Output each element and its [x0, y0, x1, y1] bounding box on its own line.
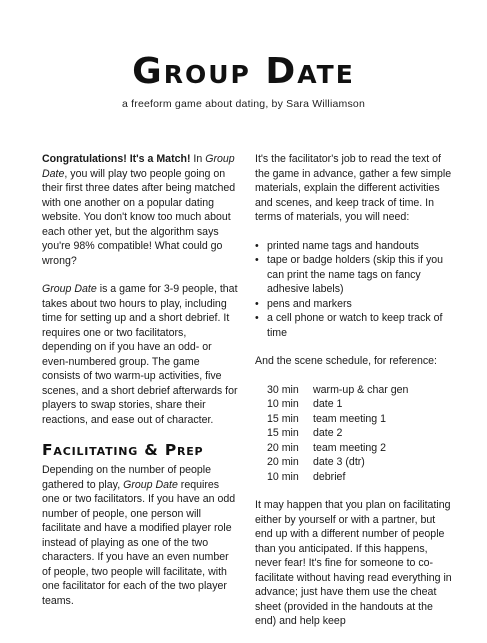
materials-list: [255, 239, 455, 341]
table-row: [267, 455, 408, 470]
schedule-item: team meeting 2: [313, 441, 387, 454]
cofacilitation-paragraph: It may happen that you plan on facilitating either by yourself or with a partner, but end up with a different number of people than you anticipated. If this happens, never fear! It's fine for someone to co-facilitate without having read everything in advance; just have them use the cheat sheet (provided in the handouts at the end) and help keep: [255, 499, 452, 627]
facilitating-text-2: requires one or two facilitators. If you have an odd number of people, one person will facilitate and have a modified player role instead of playing as one of the two characters. If you have an even number of people, two people will facilitate, with one facilitator for each of the two player teams.: [42, 478, 236, 607]
table-row: [267, 412, 408, 427]
list-item: • pens and markers: [267, 297, 455, 312]
intro-lead: Congratulations! It's a Match!: [42, 153, 191, 165]
schedule-time: 20 min: [267, 441, 299, 454]
table-row: [267, 470, 408, 485]
schedule-time: 10 min: [267, 398, 299, 410]
list-item: • tape or badge holders (skip this if you can print the name tags on fancy adhesive labels): [267, 253, 455, 297]
overview-paragraph: [42, 282, 238, 427]
table-row: [267, 426, 408, 441]
schedule-time: 30 min: [267, 383, 299, 396]
overview-text: is a game for 3-9 people, that takes about two hours to play, including time for setting up and a short debrief. It requires one or two facilitators, depending on if you have an odd- or even-numbered group. The game consists of two warm-up activities, five scenes, and a short debrief afterwards for players to swap stories, share their reactions, and ease out of character.: [42, 283, 238, 426]
schedule-item: team meeting 1: [313, 412, 387, 425]
page-subtitle: a freeform game about dating, by Sara Williamson: [121, 98, 366, 110]
schedule-item: debrief: [313, 470, 346, 483]
schedule-time: 15 min: [267, 412, 299, 425]
page-title: Group Date: [132, 51, 355, 92]
intro-text-2: , you will play two people going on their first three dates after being matched with one another on a popular dating website. You don't know too much about each other yet, but the algorithm says you're 98% compatible! What could go wrong?: [42, 167, 236, 267]
overview-game-title: Group Date: [42, 283, 97, 295]
right-column: [255, 152, 455, 643]
materials-intro: It's the facilitator's job to read the text of the game in advance, gather a few simple materials, explain the different activities and scenes, and keep track of time. In terms of materials, you will need:: [255, 153, 452, 223]
schedule-table: [267, 383, 408, 485]
left-column: [42, 152, 238, 622]
schedule-intro: And the scene schedule, for reference:: [255, 355, 437, 367]
intro-paragraph: [42, 152, 238, 268]
schedule-item: date 3 (dtr): [313, 456, 365, 468]
schedule-time: 15 min: [267, 427, 299, 439]
schedule-time: 20 min: [267, 456, 299, 468]
intro-game-title: Group Date: [42, 153, 235, 180]
list-item: • a cell phone or watch to keep track of time: [267, 311, 455, 340]
list-item: • printed name tags and handouts: [267, 239, 455, 254]
table-row: [267, 441, 408, 456]
schedule-time: 10 min: [267, 470, 299, 483]
facilitating-text-1: Depending on the number of people gathered to play,: [42, 464, 212, 491]
section-heading: Facilitating & Prep: [42, 441, 204, 459]
table-row: [267, 397, 408, 412]
facilitating-game-title: Group Date: [123, 478, 178, 491]
schedule-item: date 2: [313, 427, 343, 439]
table-row: [267, 383, 408, 398]
intro-text-1: In: [190, 153, 206, 165]
schedule-item: date 1: [313, 398, 343, 410]
facilitating-paragraph: [42, 463, 238, 608]
schedule-item: warm-up & char gen: [313, 383, 409, 396]
